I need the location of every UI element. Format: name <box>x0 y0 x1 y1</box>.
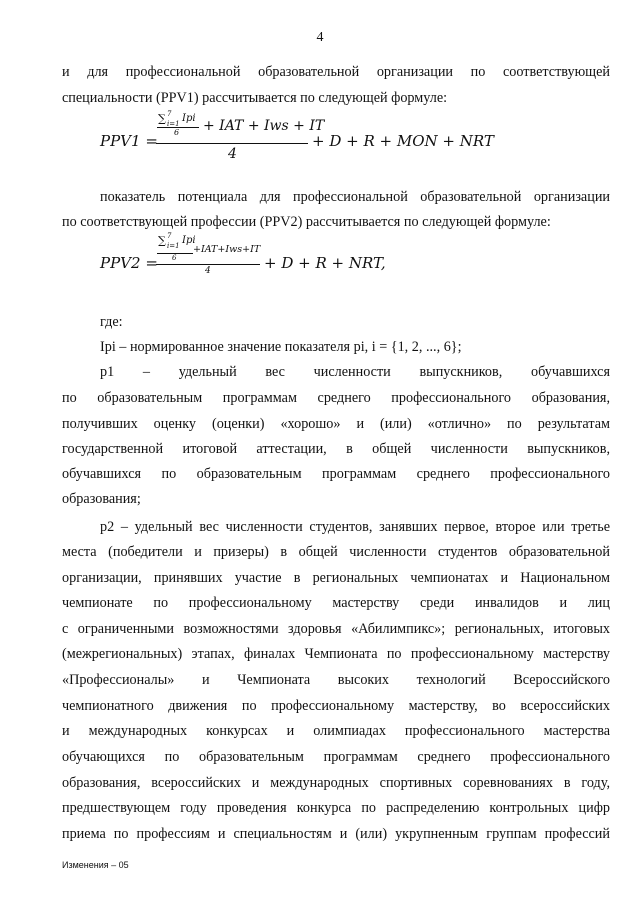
p2-line: и международных конкурсах и олимпиадах профессионального мастерства <box>62 723 610 739</box>
sum-superscript: 7 <box>167 232 172 240</box>
p2-line: приема по профессиям и специальностям и (или) укрупненным группам профессий <box>62 826 610 842</box>
p2-line: организации, принявших участие в региональных чемпионатах и Национальном <box>62 570 610 586</box>
ipi-definition: Ipi – нормированное значение показателя pi, i = {1, 2, ..., 6}; <box>100 339 462 355</box>
paragraph-line: по соответствующей профессии (PPV2) рассчитывается по следующей формуле: <box>62 214 551 230</box>
sum-term: Ipi <box>182 235 196 246</box>
paragraph-line: специальности (PPV1) рассчитывается по следующей формуле: <box>62 90 448 106</box>
numerator-rest: +IAT+Iws+IT <box>193 244 261 255</box>
formula-lhs: PPV1 = <box>100 132 158 150</box>
inner-denominator: 6 <box>172 254 177 262</box>
p2-line: предшествующем году проведения конкурса по распределению контрольных цифр <box>62 800 610 816</box>
paragraph-line: и для профессиональной образовательной организации по соответствующей <box>62 64 610 80</box>
p1-line: p1 – удельный вес численности выпускников, обучавшихся <box>100 364 610 380</box>
main-denominator: 4 <box>228 146 237 162</box>
inner-denominator: 6 <box>174 128 180 137</box>
sum-subscript: i=1 <box>167 120 180 128</box>
sum-subscript: i=1 <box>167 242 180 250</box>
p2-line: чемпионате по профессиональному мастерству среди инвалидов и лиц <box>62 595 610 611</box>
numerator-rest: + IAT + Iws + IT <box>203 118 325 134</box>
page-number: 4 <box>316 30 324 45</box>
p2-line: p2 – удельный вес численности студентов, занявших первое, второе или третье <box>100 519 610 535</box>
p1-line: государственной итоговой аттестации, в общей численности выпускников, <box>62 441 610 457</box>
sum-symbol: ∑ <box>158 234 166 247</box>
sum-superscript: 7 <box>167 110 172 118</box>
p2-line: обучающихся по образовательным программам среднего профессионального <box>62 749 610 765</box>
p2-line: с ограниченными возможностями здоровья «Абилимпикс»; региональных, итоговых <box>62 621 610 637</box>
main-denominator: 4 <box>205 266 211 276</box>
formula-rhs: + D + R + MON + NRT <box>312 132 494 150</box>
footer-note: Изменения – 05 <box>62 860 129 870</box>
p2-line: места (победители и призеры) в общей численности студентов образовательной <box>62 544 610 560</box>
formula-lhs: PPV2 = <box>100 254 158 272</box>
p2-line: «Профессионалы» и Чемпионата высоких технологий Всероссийского <box>62 672 610 688</box>
paragraph-line: показатель потенциала для профессиональной образовательной организации <box>100 189 610 205</box>
sum-term: Ipi <box>182 113 196 124</box>
main-fraction-bar <box>156 143 308 144</box>
formula-rhs: + D + R + NRT, <box>264 254 386 272</box>
p2-line: чемпионатного движения по профессиональному мастерству, во всероссийских <box>62 698 610 714</box>
sum-symbol: ∑ <box>158 112 166 125</box>
p1-line: образования; <box>62 491 141 507</box>
p2-line: образования, всероссийских и международных спортивных соревнованиях в году, <box>62 775 610 791</box>
main-fraction-bar <box>156 264 260 265</box>
p1-line: обучавшихся по образовательным программам среднего профессионального <box>62 466 610 482</box>
p1-line: получивших оценку (оценки) «хорошо» и (или) «отлично» по результатам <box>62 416 610 432</box>
p1-line: по образовательным программам среднего профессионального образования, <box>62 390 610 406</box>
where-label: где: <box>100 314 123 330</box>
p2-line: (межрегиональных) этапах, финалах Чемпионата по профессиональному мастерству <box>62 646 610 662</box>
